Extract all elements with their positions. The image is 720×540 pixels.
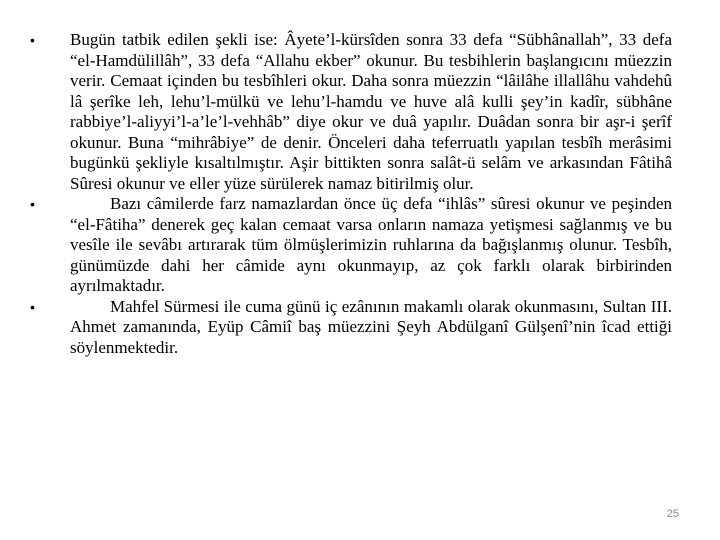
bullet-item-tesbih-procedure (30, 30, 672, 194)
bullet-marker: • (30, 196, 35, 212)
bullet-text: Mahfel Sürmesi ile cuma günü iç ezânının makamlı olarak okunmasını, Sultan III. Ahmet zamanında, Eyüp Câmiî baş müezzini Şeyh Abdülganî Gülşenî’nin îcad ettiği söylenmektedir. (70, 296, 672, 357)
bullet-item-mahfel-surmesi (30, 297, 672, 359)
bullet-list (30, 30, 672, 358)
bullet-item-ihlas-recitation (30, 194, 672, 297)
page-number: 25 (666, 508, 679, 520)
bullet-text: Bugün tatbik edilen şekli ise: Âyete’l-kürsîden sonra 33 defa “Sübhânallah”, 33 defa “el-Hamdülillâh”, 33 defa “Allahu ekber” okunur. Bu tesbihlerin başlangıcını müezzin verir. Cemaat içinden bu tesbîhleri okur. Daha sonra müezzin “lâilâhe illallâhu vahdehû lâ şerîke leh, lehu’l-mülkü ve lehu’l-hamdu ve huve alâ kulli şey’in kadîr, sübhâne rabbiye’l-aliyyi’l-a’le’l-vehhâb” diye okur ve duâ yapılır. Duâdan sonra bir aşr-i şerîf okunur. Buna “mihrâbiye” de denir. Önceleri daha teferruatlı yapılan tesbîh merâsimi bugünkü şekliyle kısaltılmıştır. Aşir bittikten sonra salât-ü selâm ve arkasından Fâtihâ Sûresi okunur ve eller yüze sürülerek namaz bitirilmiş olur. (70, 30, 672, 193)
bullet-marker: • (30, 298, 35, 315)
bullet-marker: • (30, 32, 35, 48)
bullet-text: Bazı câmilerde farz namazlardan önce üç defa “ihlâs” sûresi okunur ve peşinden “el-Fâtiha” denerek geç kalan cemaat varsa onların namaza yetişmesi sağlanmış ve bu vesîle ile sevâbı artırarak tüm ölmüşlerimizin ruhlarına da bağışlanmış olunur. Tesbîh, günümüzde dahi her câmide aynı okunmayıp, az çok farklı olarak birbirinden ayrılmaktadır. (70, 194, 672, 295)
